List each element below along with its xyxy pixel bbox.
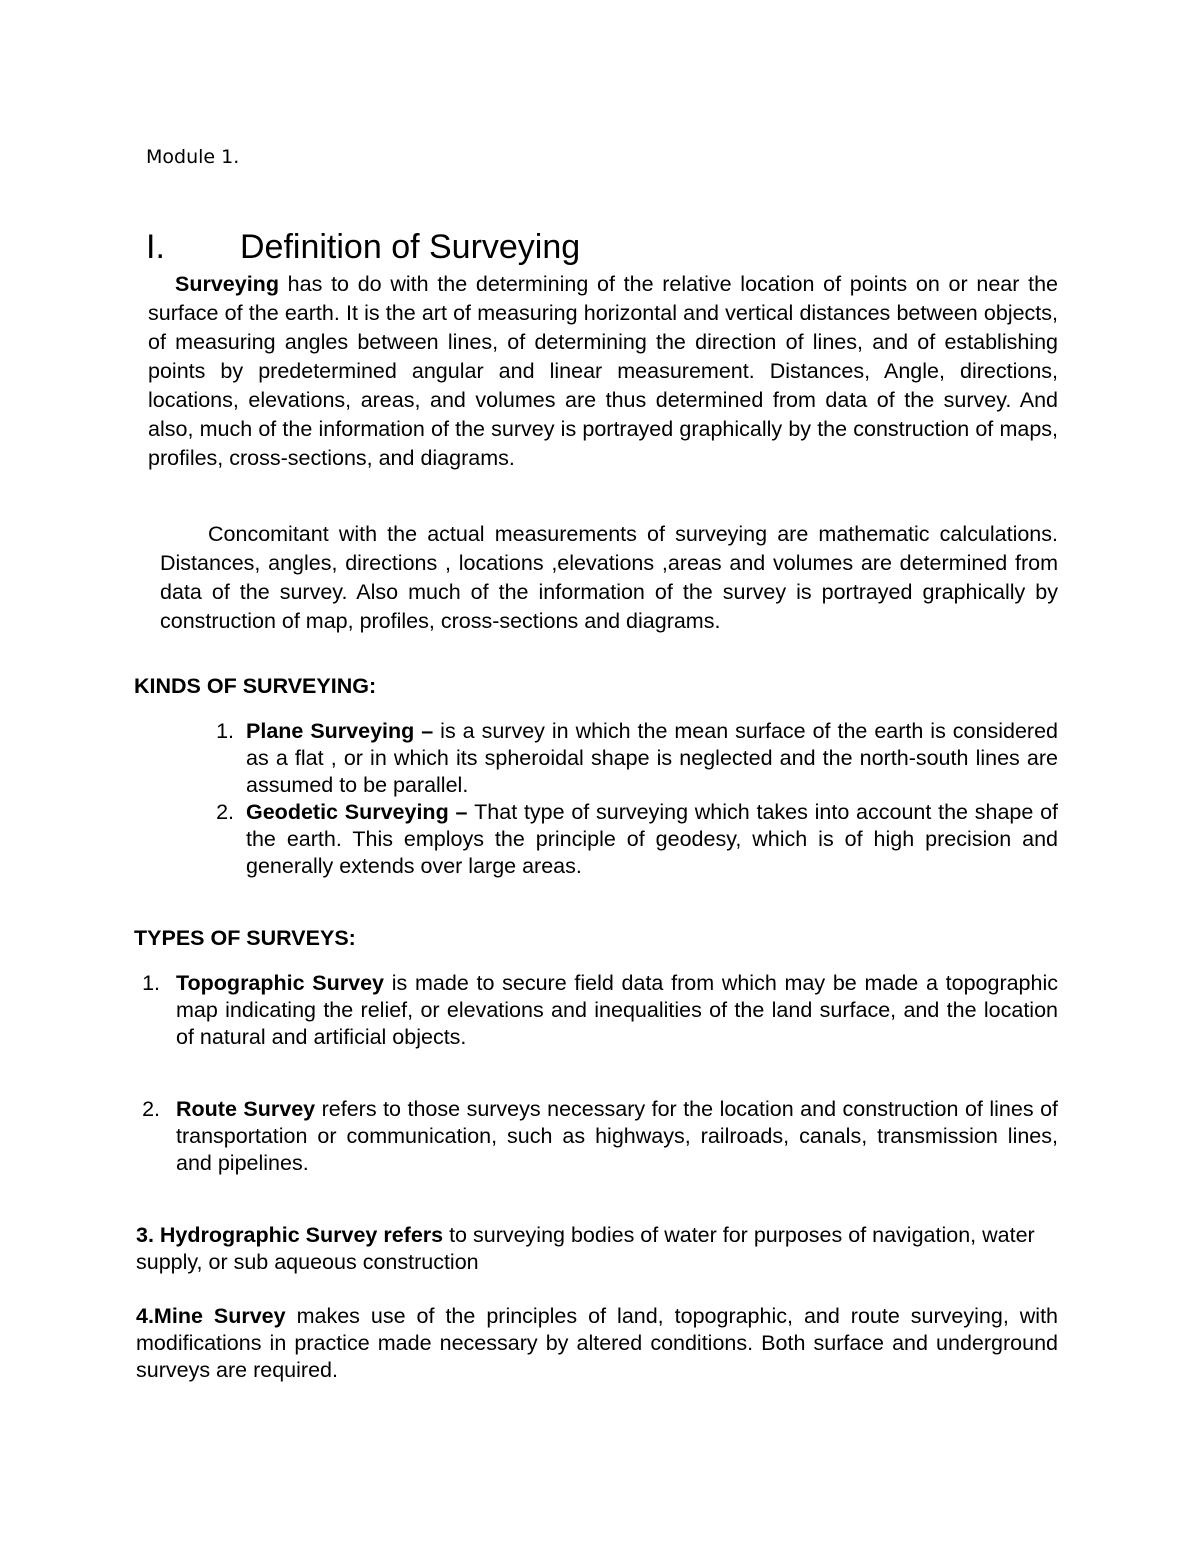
mine-survey-text: makes use of the principles of land, topographic, and route surveying, with modifications in practice made necessary by altered conditions. Both surface and underground surveys are required. bbox=[136, 1304, 1059, 1382]
list-item-term: Topographic Survey bbox=[176, 971, 385, 995]
list-item-text: That type of surveying which takes into account the shape of the earth. This employs the principle of geodesy, which is of high precision and generally extends over large areas. bbox=[246, 800, 1059, 878]
definition-paragraph bbox=[148, 270, 1058, 473]
section-number: I. bbox=[146, 228, 165, 266]
list-marker: 2. bbox=[142, 1097, 160, 1121]
list-item-text: is a survey in which the mean surface of the earth is considered as a flat , or in which its spheroidal shape is neglected and the north-south lines are assumed to be parallel. bbox=[246, 719, 1058, 797]
hydrographic-survey-text: to surveying bodies of water for purposes of navigation, water supply, or sub aqueous construction bbox=[136, 1223, 1035, 1274]
list-item-term: Plane Surveying – bbox=[246, 719, 441, 743]
concomitant-paragraph: Concomitant with the actual measurements of surveying are mathematic calculations. Distances, angles, directions , locations ,elevations ,areas and volumes are determined from data of the survey. Also much of the information of the survey is portrayed graphically by construction of map, profiles, cross-sections and diagrams. bbox=[160, 522, 1058, 633]
list-item-text: refers to those surveys necessary for the location and construction of lines of transportation or communication, such as highways, railroads, canals, transmission lines, and pipelines. bbox=[176, 1097, 1058, 1175]
list-item bbox=[142, 970, 1059, 1051]
list-item bbox=[216, 799, 1059, 880]
list-marker: 1. bbox=[216, 719, 234, 743]
list-marker: 2. bbox=[216, 800, 234, 824]
list-item bbox=[142, 1096, 1058, 1177]
list-marker: 1. bbox=[142, 971, 160, 995]
types-of-surveys-title: TYPES OF SURVEYS: bbox=[134, 926, 356, 950]
list-item-term: Route Survey bbox=[176, 1097, 316, 1121]
list-item-text: is made to secure field data from which may be made a topographic map indicating the relief, or elevations and inequalities of the land surface, and the location of natural and artificial objects. bbox=[176, 971, 1059, 1049]
definition-term: Surveying bbox=[175, 272, 279, 296]
section-heading bbox=[146, 228, 580, 267]
section-title: Definition of Surveying bbox=[240, 228, 581, 266]
hydrographic-survey-paragraph bbox=[136, 1222, 1058, 1276]
module-label: Module 1. bbox=[146, 146, 240, 168]
list-item bbox=[216, 718, 1058, 799]
kinds-of-surveying-title: KINDS OF SURVEYING: bbox=[134, 674, 377, 698]
mine-survey-paragraph bbox=[136, 1303, 1058, 1384]
definition-text: has to do with the determining of the relative location of points on or near the surface of the earth. It is the art of measuring horizontal and vertical distances between objects, of measuring angles between lines, of determining the direction of lines, and of establishing points by predetermined angular and linear measurement. Distances, Angle, directions, locations, elevations, areas, and volumes are thus determined from data of the survey. And also, much of the information of the survey is portrayed graphically by the construction of maps, profiles, cross-sections, and diagrams. bbox=[148, 272, 1058, 470]
list-item-term: Geodetic Surveying – bbox=[246, 800, 475, 824]
mine-survey-term: 4.Mine Survey bbox=[136, 1304, 286, 1328]
hydrographic-survey-term: 3. Hydrographic Survey refers bbox=[136, 1223, 444, 1247]
